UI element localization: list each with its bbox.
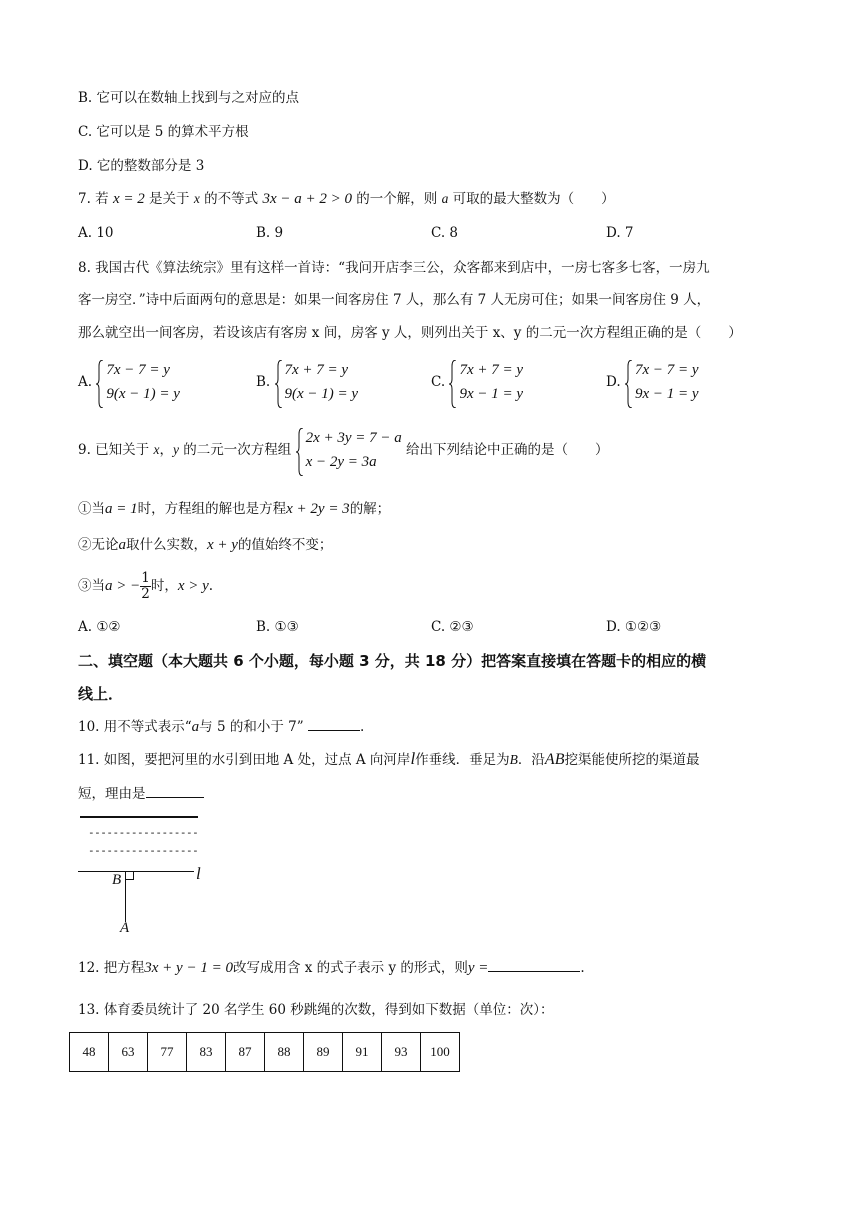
q9-stem: 9. 已知关于 x，y 的二元一次方程组 2x + 3y = 7 − a x − 2y = 3a 给出下列结论中正确的是（ ） (78, 426, 609, 474)
q7-option-d: D. 7 (606, 225, 634, 241)
q8-line-3: 那么就空出一间客房，若设该店有客房 x 间，房客 y 人，则列出关于 x、y 的二元一次方程组正确的是（ ） (78, 325, 742, 341)
table-cell: 83 (187, 1033, 226, 1072)
right-angle-mark (126, 872, 134, 880)
q10-stem: 10. 用不等式表示“a与 5 的和小于 7” . (78, 716, 364, 737)
q7-option-b: B. 9 (256, 225, 284, 241)
table-cell: 77 (148, 1033, 187, 1072)
equation-system: 7x + 7 = y 9x − 1 = y (449, 358, 523, 406)
brace-icon (96, 360, 104, 408)
q6-option-b: B. 它可以在数轴上找到与之对应的点 (78, 90, 300, 106)
q9-statement-3: ③当a > − $\frac{1}{2}$ 时，x > y. (78, 570, 214, 602)
equation-system: 2x + 3y = 7 − a x − 2y = 3a (296, 426, 402, 474)
river-dashes-1: ------------------ (88, 826, 199, 839)
q9-option-c: C. ②③ (431, 619, 474, 635)
q9-statement-1: ①当a = 1时，方程组的解也是方程x + 2y = 3的解； (78, 501, 391, 517)
table-cell: 48 (70, 1033, 109, 1072)
q9-statement-2: ②无论a取什么实数，x + y的值始终不变； (78, 537, 333, 553)
q8-option-a: A. 7x − 7 = y 9(x − 1) = y (78, 358, 180, 406)
equation-system: 7x + 7 = y 9(x − 1) = y (275, 358, 359, 406)
q7-option-a: A. 10 (78, 225, 114, 241)
q11-figure (78, 812, 218, 942)
jump-rope-data-table (69, 1032, 460, 1072)
point-a-label: A (120, 920, 130, 936)
q7-option-c: C. 8 (431, 225, 459, 241)
river-bank-top (80, 816, 198, 818)
q9-option-a: A. ①② (78, 619, 121, 635)
section-heading-line-2: 线上． (78, 685, 124, 703)
line-l-label: l (196, 864, 201, 883)
equation-system: 7x − 7 = y 9x − 1 = y (625, 358, 699, 406)
answer-blank (308, 716, 360, 731)
table-cell: 89 (304, 1033, 343, 1072)
answer-blank (488, 957, 580, 972)
section-heading-line-1: 二、填空题（本大题共 6 个小题，每小题 3 分，共 18 分）把答案直接填在答题卡的相应的横 (78, 652, 707, 670)
q7-stem: 7. 若 x = 2 是关于 x 的不等式 3x − a + 2 > 0 的一个解，则 a 可取的最大整数为（ ） (78, 191, 615, 207)
table-cell: 93 (382, 1033, 421, 1072)
q8-option-d: D. 7x − 7 = y 9x − 1 = y (606, 358, 699, 406)
table-cell: 91 (343, 1033, 382, 1072)
fraction: $\frac{1}{2}$ (141, 570, 150, 602)
q9-option-b: B. ①③ (256, 619, 299, 635)
q11-line-2: 短，理由是 (78, 783, 204, 804)
table-cell: 87 (226, 1033, 265, 1072)
brace-icon (296, 428, 304, 476)
brace-icon (449, 360, 457, 408)
point-b-label: B (112, 872, 122, 888)
q6-option-c: C. 它可以是 5 的算术平方根 (78, 124, 249, 140)
table-cell: 88 (265, 1033, 304, 1072)
brace-icon (625, 360, 633, 408)
brace-icon (275, 360, 283, 408)
table-cell: 63 (109, 1033, 148, 1072)
river-bank-line-l (78, 871, 194, 872)
equation-system: 7x − 7 = y 9(x − 1) = y (96, 358, 180, 406)
q13-stem: 13. 体育委员统计了 20 名学生 60 秒跳绳的次数，得到如下数据（单位：次）： (78, 1002, 554, 1018)
table-row (70, 1033, 460, 1072)
q8-line-2: 客一房空．”诗中后面两句的意思是：如果一间客房住 7 人，那么有 7 人无房可住；如果一间客房住 9 人， (78, 292, 711, 308)
q8-option-b: B. 7x + 7 = y 9(x − 1) = y (256, 358, 358, 406)
q8-option-c: C. 7x + 7 = y 9x − 1 = y (431, 358, 523, 406)
answer-blank (146, 783, 204, 798)
q12-stem: 12. 把方程3x + y − 1 = 0改写成用含 x 的式子表示 y 的形式，则y = . (78, 957, 585, 978)
q9-option-d: D. ①②③ (606, 619, 662, 635)
q6-option-d: D. 它的整数部分是 3 (78, 158, 205, 174)
q11-line-1: 11. 如图，要把河里的水引到田地 A 处，过点 A 向河岸l作垂线．垂足为B．沿AB挖渠能使所挖的渠道最 (78, 749, 700, 768)
q8-line-1: 8. 我国古代《算法统宗》里有这样一首诗：“我问开店李三公，众客都来到店中，一房七客多七客，一房九 (78, 260, 710, 276)
table-cell: 100 (421, 1033, 460, 1072)
river-dashes-2: ------------------ (88, 844, 199, 857)
